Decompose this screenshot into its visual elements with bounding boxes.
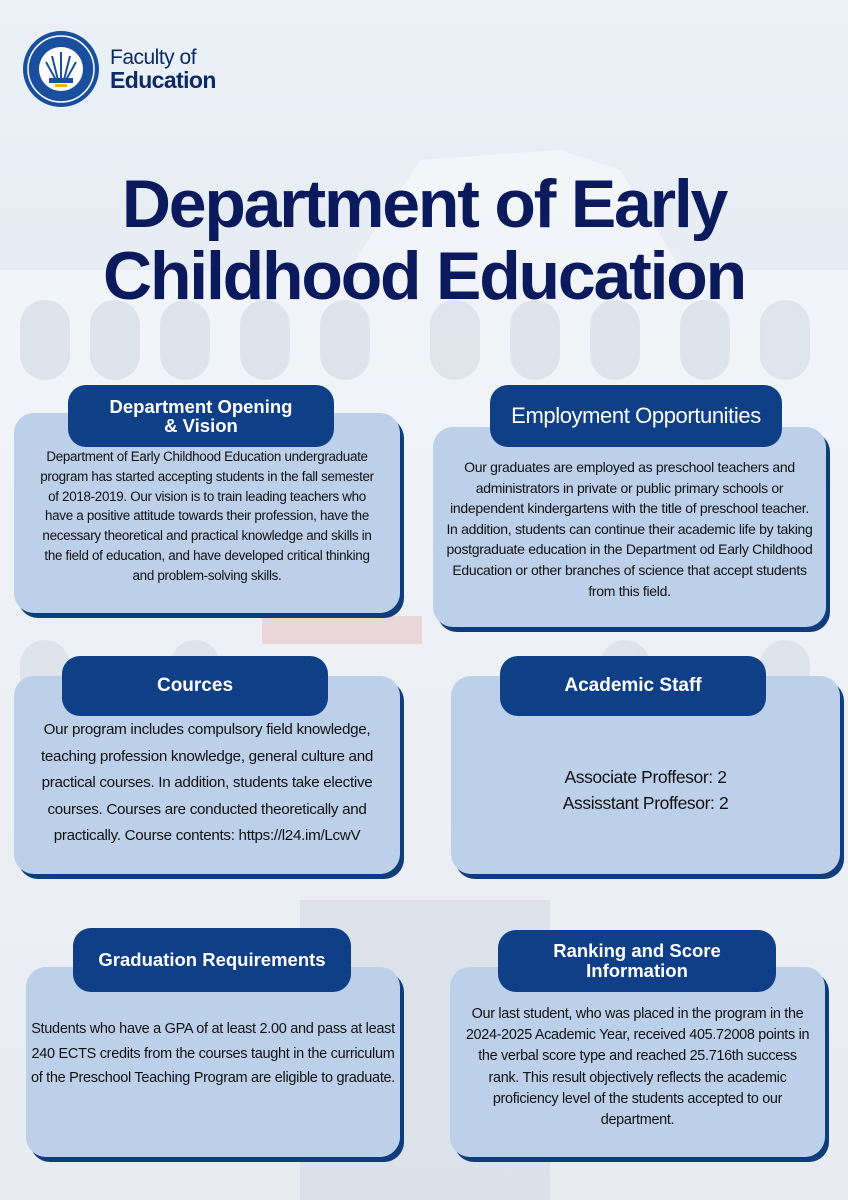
assistant-professor-count: Assisstant Proffesor: 2	[562, 793, 729, 813]
university-seal-logo	[22, 30, 100, 108]
faculty-name	[110, 47, 216, 92]
ranking-heading-line2: Information	[586, 960, 688, 981]
ranking-heading	[498, 930, 776, 992]
faculty-name-line1: Faculty of	[110, 45, 197, 69]
graduation-heading: Graduation Requirements	[73, 928, 351, 992]
employment-card	[433, 427, 826, 627]
graduation-text: Students who have a GPA of at least 2.00 and pass at least 240 ECTS credits from the courses taught in the curriculum of the Preschool Teaching Program are eligible to graduate.	[30, 1021, 396, 1087]
page-title-line2: Childhood Education	[103, 238, 745, 314]
faculty-header	[22, 30, 216, 108]
ranking-heading-line1: Ranking and Score	[553, 940, 721, 961]
courses-text: Our program includes compulsory field knowledge, teaching profession knowledge, general culture and practical courses. In addition, students take elective courses. Courses are conducted theoretically and practically. Course contents: https://l24.im/LcwV	[40, 721, 373, 845]
courses-heading: Cources	[62, 656, 328, 716]
ranking-text: Our last student, who was placed in the program in the 2024-2025 Academic Year, received 405.72008 points in the verbal score type and reached 25.716th success rank. This result objectively reflects the academic proficiency level of the students accepted to our department.	[465, 1006, 810, 1129]
associate-professor-count: Associate Proffesor: 2	[564, 767, 727, 787]
employment-heading: Employment Opportunities	[490, 385, 782, 447]
opening-vision-heading	[68, 385, 334, 447]
employment-text: Our graduates are employed as preschool teachers and administrators in private or public primary schools or independent kindergartens with the title of preschool teacher. In addition, students can continue their academic life by taking postgraduate education in the Department od Early Childhood Education or other branches of science that accept students from this field.	[446, 459, 813, 599]
faculty-name-line2: Education	[110, 66, 216, 93]
opening-vision-text: Department of Early Childhood Education undergraduate program has started accepting students in the fall semester of 2018-2019. Our vision is to train leading teachers who have a positive attitude towards their profession, have the necessary theoretical and practical knowledge and skills in the field of education, and have developed critical thinking and problem-solving skills.	[40, 449, 374, 583]
academic-staff-heading: Academic Staff	[500, 656, 766, 716]
graduation-card	[26, 967, 400, 1157]
page-title	[0, 168, 848, 312]
opening-vision-heading-line2: & Vision	[164, 415, 238, 436]
page-title-line1: Department of Early	[121, 166, 727, 242]
opening-vision-heading-line1: Department Opening	[109, 396, 293, 417]
ranking-card	[450, 967, 825, 1157]
academic-staff-list	[451, 764, 840, 816]
